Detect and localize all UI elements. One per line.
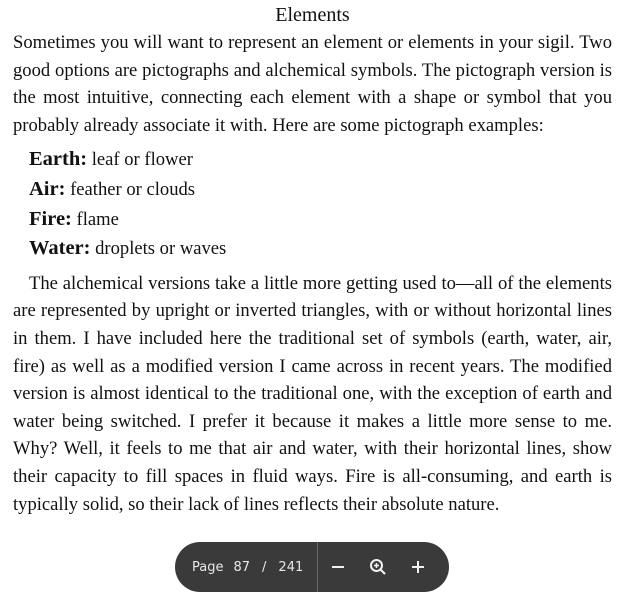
list-item [29, 145, 612, 175]
element-name: Fire: [29, 207, 72, 230]
plus-icon [410, 559, 426, 575]
zoom-out-button[interactable] [318, 542, 358, 592]
element-name: Water: [29, 237, 91, 260]
document-page [13, 0, 612, 518]
element-name: Earth: [29, 148, 88, 171]
total-pages: 241 [278, 559, 304, 575]
pdf-toolbar [175, 542, 449, 592]
page-title: Elements [275, 4, 350, 26]
element-desc: flame [71, 208, 119, 230]
element-desc: droplets or waves [90, 238, 227, 260]
body-paragraph: The alchemical versions take a little more getting used to—all of the elements are represented by upright or inverted triangles, with or without horizontal lines in them. I have included here the traditional set of symbols (earth, water, air, fire) as well as a modified version I came across in recent years. The modified version is almost identical to the traditional one, with the exception of earth and water being switched. I prefer it because it makes a little more sense to me. Why? Well, it feels to me that air and water, with their horizontal lines, show their capacity to fill spaces in fluid ways. Fire is all-consuming, and earth is typically solid, so their lack of lines reflects their absolute nature. [13, 272, 612, 515]
zoom-in-button[interactable] [398, 542, 438, 592]
element-desc: feather or clouds [65, 178, 196, 200]
element-name: Air: [29, 177, 66, 200]
zoom-fit-button[interactable] [358, 542, 398, 592]
zoom-icon [369, 558, 387, 576]
page-separator: / [262, 559, 267, 575]
page-indicator [175, 542, 317, 592]
list-item [29, 175, 612, 205]
element-desc: leaf or flower [87, 149, 193, 171]
list-item [29, 234, 612, 264]
minus-icon [330, 559, 346, 575]
intro-paragraph: Sometimes you will want to represent an element or elements in your sigil. Two good options are pictographs and alchemical symbols. The pictograph version is the most intuitive, connecting each element with a shape or symbol that you probably already associate it with. Here are some pictograph examples: [13, 32, 612, 136]
list-item [29, 205, 612, 235]
page-label: Page [192, 559, 224, 575]
element-list [29, 145, 612, 263]
current-page-input[interactable]: 87 [233, 559, 251, 575]
